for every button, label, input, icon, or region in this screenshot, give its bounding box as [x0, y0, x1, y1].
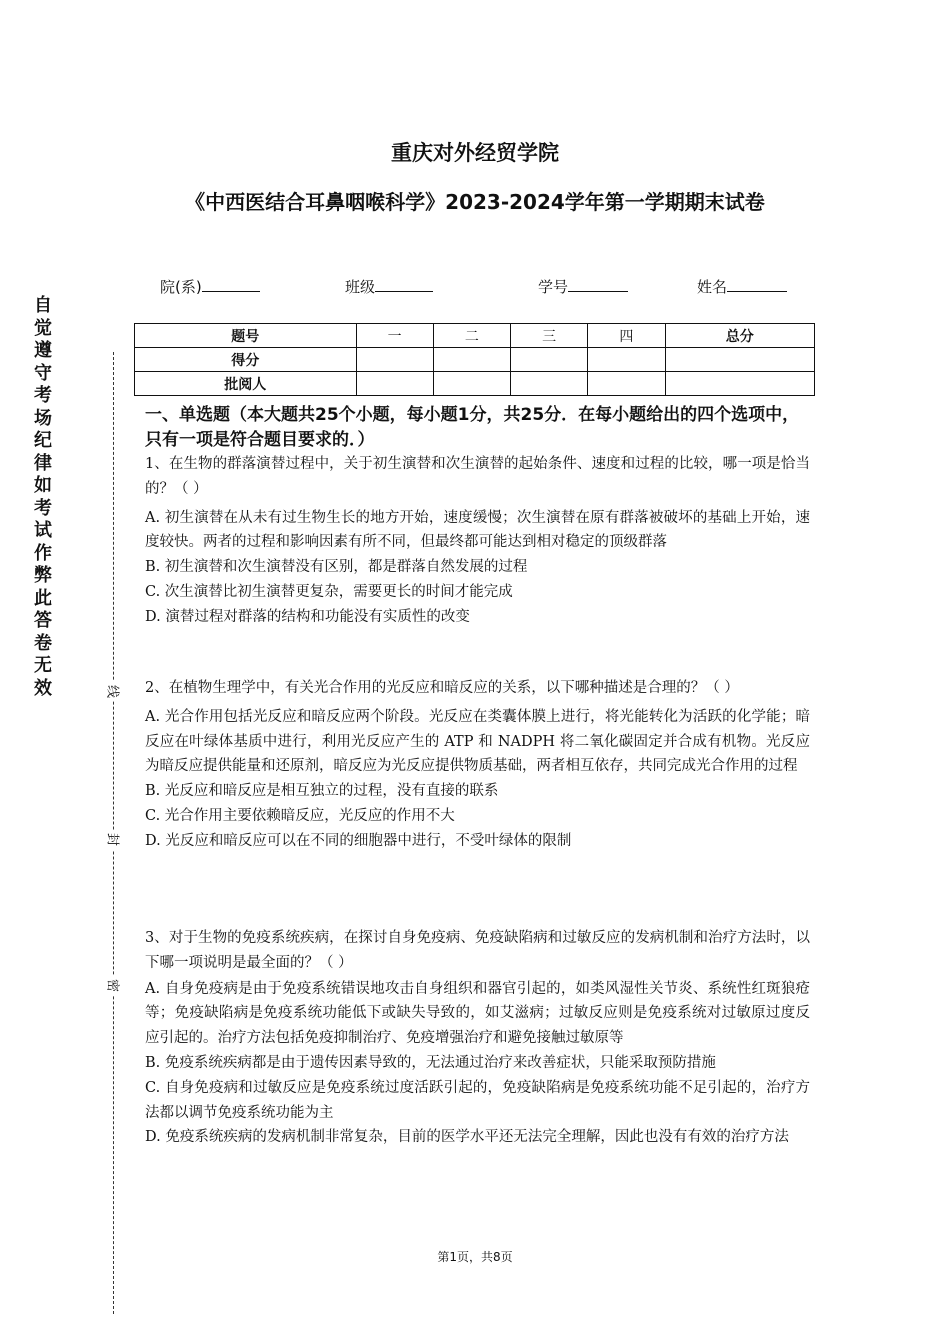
side-warning-text: [30, 295, 56, 700]
name-blank: [727, 277, 787, 292]
score-table-row: [135, 372, 815, 396]
side-warning-char: 场: [34, 407, 52, 429]
section-title: 一、单选题（本大题共25个小题，每小题1分，共25分．在每小题给出的四个选项中，只有一项是符合题目要求的．）: [145, 405, 800, 450]
question-2: [145, 676, 810, 854]
side-warning-char: 纪: [34, 430, 52, 451]
side-warning-char: 弊: [34, 565, 52, 586]
side-warning-char: 此: [34, 587, 52, 609]
score-table-header-row: [135, 324, 815, 348]
student-id-blank: [568, 277, 628, 292]
score-cell: [665, 372, 814, 396]
side-warning-char: 律: [34, 452, 52, 474]
school-name: 重庆对外经贸学院: [391, 141, 559, 165]
side-warning-char: 卷: [34, 632, 52, 654]
option-a: A. 自身免疫病是由于免疫系统错误地攻击自身组织和器官引起的，如类风湿性关节炎、系统性红斑狼疮等；免疫缺陷病是免疫系统功能低下或缺失导致的，如艾滋病；过敏反应则是免疫系统对过敏原过度反应引起的。治疗方法包括免疫抑制治疗、免疫增强治疗和避免接触过敏原等: [145, 980, 810, 1047]
score-cell: [356, 348, 433, 372]
option-a: A. 光合作用包括光反应和暗反应两个阶段。光反应在类囊体膜上进行，将光能转化为活跃的化学能；暗反应在叶绿体基质中进行，利用光反应产生的 ATP 和 NADPH 将二氧化碳固定并合成有机物。光反应为暗反应提供能量和还原剂，暗反应为光反应提供物质基础，两者相互依存，共同完成光合作用的过程: [145, 708, 810, 775]
score-row-label: 批阅人: [135, 372, 357, 396]
score-table-row: [135, 348, 815, 372]
department-field: [160, 276, 260, 297]
score-cell: [356, 372, 433, 396]
score-header-cell: 二: [433, 324, 510, 348]
question-3: [145, 926, 810, 1150]
side-warning-char: 考: [34, 497, 52, 519]
page-footer: 第1页，共8页: [437, 1250, 513, 1264]
score-cell: [511, 372, 588, 396]
class-label: 班级: [345, 278, 376, 296]
score-cell: [588, 372, 665, 396]
side-warning-char: 答: [34, 610, 52, 631]
option-d: D. 光反应和暗反应可以在不同的细胞器中进行，不受叶绿体的限制: [145, 832, 572, 849]
score-cell: [433, 348, 510, 372]
side-warning-char: 觉: [34, 317, 52, 339]
score-cell: [665, 348, 814, 372]
question-stem: 2、在植物生理学中，有关光合作用的光反应和暗反应的关系，以下哪种描述是合理的？（ ）: [145, 680, 739, 696]
score-row-label: 得分: [135, 348, 357, 372]
side-warning-char: 自: [34, 295, 52, 316]
department-blank: [202, 277, 260, 292]
question-stem: 1、在生物的群落演替过程中，关于初生演替和次生演替的起始条件、速度和过程的比较，哪一项是恰当的？（ ）: [145, 456, 810, 497]
option-c: C. 自身免疫病和过敏反应是免疫系统过度活跃引起的，免疫缺陷病是免疫系统功能不足引起的，治疗方法都以调节免疫系统功能为主: [145, 1079, 810, 1121]
seal-mark-secret: 密: [105, 976, 124, 996]
class-blank: [375, 277, 433, 292]
score-table: [134, 323, 815, 396]
side-warning-char: 试: [34, 520, 52, 541]
name-field: [697, 276, 787, 297]
student-id-field: [538, 276, 628, 297]
side-warning-char: 如: [34, 475, 52, 496]
side-warning-char: 守: [34, 362, 52, 384]
option-d: D. 演替过程对群落的结构和功能没有实质性的改变: [145, 608, 470, 625]
side-warning-char: 考: [34, 385, 52, 406]
seal-mark-line: 线: [105, 682, 124, 702]
score-cell: [511, 348, 588, 372]
side-warning-char: 效: [34, 677, 52, 699]
score-header-cell: 四: [588, 324, 665, 348]
score-header-cell: 三: [511, 324, 588, 348]
question-1: [145, 452, 810, 630]
class-field: [345, 276, 433, 297]
exam-title: 《中西医结合耳鼻咽喉科学》2023-2024学年第一学期期末试卷: [185, 190, 765, 214]
side-warning-char: 无: [34, 655, 52, 676]
name-label: 姓名: [697, 278, 728, 296]
option-b: B. 初生演替和次生演替没有区别，都是群落自然发展的过程: [145, 559, 528, 576]
department-label: 院(系): [160, 278, 202, 296]
score-header-cell: 题号: [135, 324, 357, 348]
option-a: A. 初生演替在从未有过生物生长的地方开始，速度缓慢；次生演替在原有群落被破坏的基础上开始，速度较快。两者的过程和影响因素有所不同，但最终都可能达到相对稳定的顶级群落: [145, 509, 810, 551]
seal-mark-seal: 封: [105, 830, 124, 850]
score-cell: [433, 372, 510, 396]
option-d: D. 免疫系统疾病的发病机制非常复杂，目前的医学水平还无法完全理解，因此也没有有效的治疗方法: [145, 1129, 789, 1146]
question-stem: 3、对于生物的免疫系统疾病，在探讨自身免疫病、免疫缺陷病和过敏反应的发病机制和治疗方法时，以下哪一项说明是最全面的？（ ）: [145, 930, 810, 971]
score-cell: [588, 348, 665, 372]
side-warning-char: 遵: [34, 340, 52, 361]
score-header-cell: 一: [356, 324, 433, 348]
option-b: B. 光反应和暗反应是相互独立的过程，没有直接的联系: [145, 783, 499, 800]
student-id-label: 学号: [538, 278, 569, 296]
option-c: C. 光合作用主要依赖暗反应，光反应的作用不大: [145, 807, 455, 824]
side-warning-char: 作: [34, 542, 52, 564]
option-b: B. 免疫系统疾病都是由于遗传因素导致的，无法通过治疗来改善症状，只能采取预防措施: [145, 1054, 716, 1071]
score-header-cell: 总分: [665, 324, 814, 348]
option-c: C. 次生演替比初生演替更复杂，需要更长的时间才能完成: [145, 583, 513, 600]
